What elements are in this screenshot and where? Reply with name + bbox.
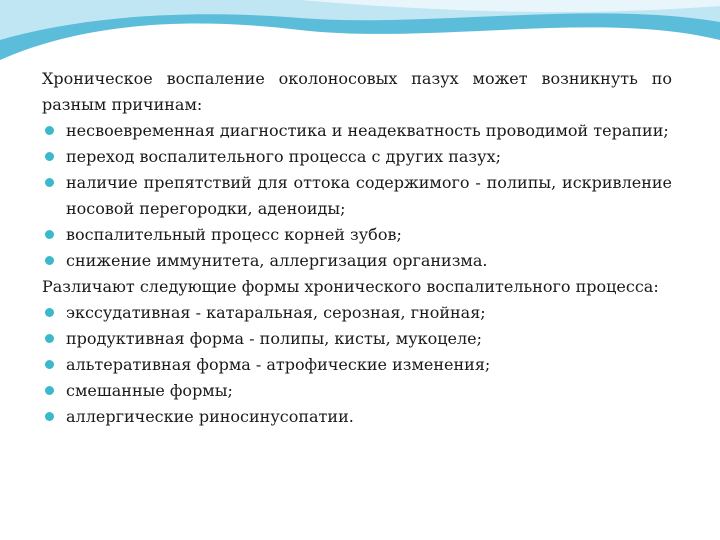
- cause-item: воспалительный процесс корней зубов;: [42, 222, 672, 248]
- cause-item: переход воспалительного процесса с других пазух;: [42, 144, 672, 170]
- cause-item: снижение иммунитета, аллергизация организма.: [42, 248, 672, 274]
- slide-content: [42, 66, 672, 430]
- causes-list: [42, 118, 672, 274]
- form-item: альтеративная форма - атрофические изменения;: [42, 352, 672, 378]
- bullet-dot-icon: [45, 230, 54, 239]
- bullet-dot-icon: [45, 334, 54, 343]
- forms-list: [42, 300, 672, 430]
- forms-intro-paragraph: Различают следующие формы хронического воспалительного процесса:: [42, 277, 659, 296]
- cause-item: несвоевременная диагностика и неадекватность проводимой терапии;: [42, 118, 672, 144]
- form-item: продуктивная форма - полипы, кисты, мукоцеле;: [42, 326, 672, 352]
- bullet-dot-icon: [45, 256, 54, 265]
- form-item: аллергические риносинусопатии.: [42, 404, 672, 430]
- intro-paragraph: Хроническое воспаление околоносовых пазух может возникнуть по разным причинам:: [42, 69, 672, 114]
- bullet-dot-icon: [45, 308, 54, 317]
- form-item: смешанные формы;: [42, 378, 672, 404]
- bullet-dot-icon: [45, 152, 54, 161]
- form-item: экссудативная - катаральная, серозная, гнойная;: [42, 300, 672, 326]
- bullet-dot-icon: [45, 386, 54, 395]
- bullet-dot-icon: [45, 126, 54, 135]
- bullet-dot-icon: [45, 412, 54, 421]
- bullet-dot-icon: [45, 360, 54, 369]
- bullet-dot-icon: [45, 178, 54, 187]
- cause-item: наличие препятствий для оттока содержимого - полипы, искривление носовой перегородки, аденоиды;: [42, 170, 672, 222]
